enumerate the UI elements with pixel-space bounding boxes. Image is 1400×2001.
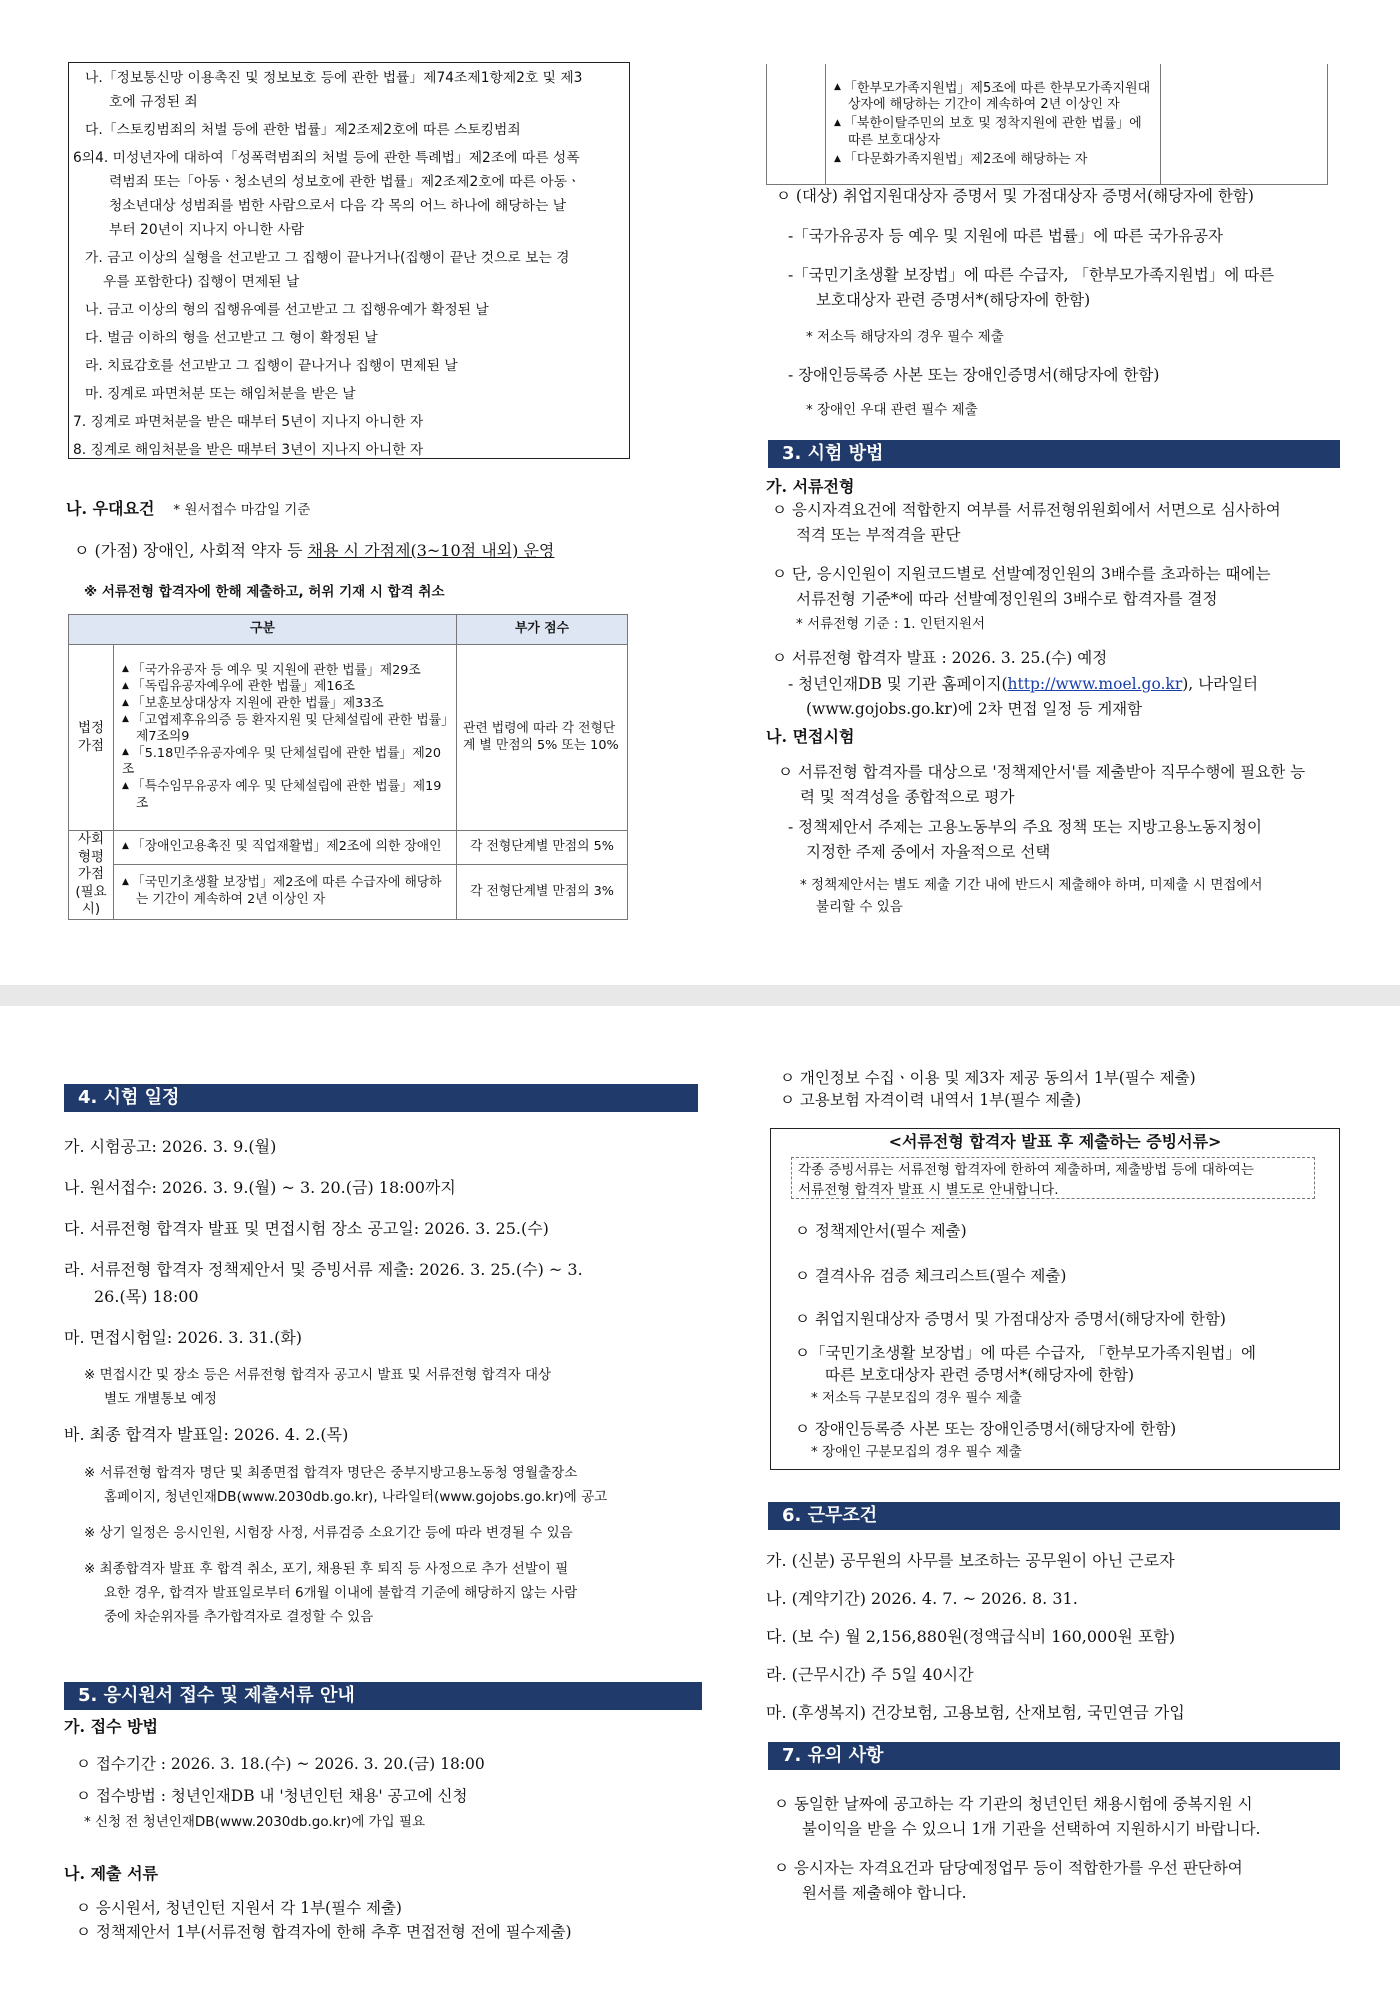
schedule-announce: 가. 시험공고: 2026. 3. 9.(월) xyxy=(64,1137,277,1156)
evidence-note-4: * 저소득 구분모집의 경우 필수 제출 xyxy=(811,1390,1022,1406)
box-line: 부터 20년이 지나지 아니한 사람 xyxy=(109,222,305,238)
section-4-body xyxy=(64,1136,664,1646)
target-detail-2: -「국민기초생활 보장법」에 따른 수급자, 「한부모가족지원법」에 따른 xyxy=(788,266,1275,284)
sec3-a1: ㅇ 응시자격요건에 적합한지 여부를 서류전형위원회에서 서면으로 심사하여 xyxy=(772,501,1281,519)
box-line: 다.「스토킹범죄의 처벌 등에 관한 법률」제2조제2호에 따른 스토킹범죄 xyxy=(85,122,521,138)
sec3-a3-detail: - 청년인재DB 및 기관 홈페이지( xyxy=(788,675,1008,693)
box-line: 력범죄 또는「아동ㆍ청소년의 성보호에 관한 법률」제2조제2호에 따른 아동ㆍ xyxy=(109,174,581,190)
sec3-a-title: 가. 서류전형 xyxy=(766,477,855,496)
list-item: ▲ 「국가유공자 등 예우 및 지원에 관한 법률」제29조 xyxy=(122,662,421,678)
sec3-b-note: * 정책제안서는 별도 제출 기간 내에 반드시 제출해야 하며, 미제출 시 면접에서 xyxy=(800,877,1263,893)
box-line: 7. 징계로 파면처분을 받은 때부터 5년이 지나지 아니한 자 xyxy=(73,414,424,430)
section-7-title: 7. 유의 사항 xyxy=(768,1742,1340,1770)
schedule-application: 나. 원서접수: 2026. 3. 9.(월) ~ 3. 20.(금) 18:00까지 xyxy=(64,1178,456,1197)
list-item: ▲ 「보훈보상대상자 지원에 관한 법률」제33조 xyxy=(122,695,384,711)
section-3-title: 3. 시험 방법 xyxy=(768,440,1340,468)
target-detail-2b: 보호대상자 관련 증명서*(해당자에 한함) xyxy=(816,291,1091,309)
sec3-b-note-2: 불리할 수 있음 xyxy=(816,899,903,915)
doc-item-2: ㅇ 정책제안서 1부(서류전형 합격자에 한해 추후 면접전형 전에 필수제출) xyxy=(76,1923,572,1941)
sec3-a2-note: * 서류전형 기준 : 1. 인턴지원서 xyxy=(796,616,986,632)
caution-1b: 불이익을 받을 수 있으니 1개 기관을 선택하여 지원하시기 바랍니다. xyxy=(802,1820,1261,1838)
evidence-item-1: ㅇ 정책제안서(필수 제출) xyxy=(795,1222,967,1240)
triangle-bullet-icon: ▲ xyxy=(122,877,129,888)
bonus-underlined: 채용 시 가점제(3~10점 내외) 운영 xyxy=(307,541,555,560)
section-5-title: 5. 응시원서 접수 및 제출서류 안내 xyxy=(64,1682,702,1710)
evidence-item-5: ㅇ 장애인등록증 사본 또는 장애인증명서(해당자에 한함) xyxy=(795,1420,1177,1438)
preference-section xyxy=(66,498,636,558)
triangle-bullet-icon: ▲ xyxy=(122,680,129,691)
final-note-3c: 중에 차순위자를 추가합격자로 결정할 수 있음 xyxy=(104,1609,374,1625)
social-label: 사회 형평 가점 (필요시) xyxy=(69,831,114,920)
target-detail-3: - 장애인등록증 사본 또는 장애인증명서(해당자에 한함) xyxy=(788,366,1160,384)
final-note-2: ※ 상기 일정은 응시인원, 시험장 사정, 서류검증 소요기간 등에 따라 변경될 수 있음 xyxy=(84,1525,573,1541)
table-header-category: 구분 xyxy=(69,615,457,645)
interview-note: ※ 면접시간 및 장소 등은 서류전형 합격자 공고시 발표 및 서류전형 합격자 대상 xyxy=(84,1367,552,1383)
section-6-body xyxy=(766,1550,1336,1730)
final-note-1b: 홈페이지, 청년인재DB(www.2030db.go.kr), 나라일터(www.gojobs.go.kr)에 공고 xyxy=(104,1489,608,1505)
sec3-b2b: 지정한 주제 중에서 자율적으로 선택 xyxy=(806,843,1051,861)
sec3-a3-detail-2: (www.gojobs.go.kr)에 2차 면접 일정 등 게재함 xyxy=(806,700,1143,718)
box-line: 8. 징계로 해임처분을 받은 때부터 3년이 지나지 아니한 자 xyxy=(73,442,424,458)
box-line: 청소년대상 성범죄를 범한 사람으로서 다음 각 목의 어느 하나에 해당하는 날 xyxy=(109,198,567,214)
evidence-notice xyxy=(791,1157,1315,1199)
work-contract: 나. (계약기간) 2026. 4. 7. ~ 2026. 8. 31. xyxy=(766,1589,1078,1608)
box-line: 6의4. 미성년자에 대하여「성폭력범죄의 처벌 등에 관한 특례법」제2조에 따른 성폭 xyxy=(73,150,580,166)
work-hours: 라. (근무시간) 주 5일 40시간 xyxy=(766,1665,974,1684)
list-item: ▲ 「고엽제후유의증 등 환자지원 및 단체설립에 관한 법률」제7조의9 xyxy=(122,712,448,745)
page-1 xyxy=(0,0,1400,985)
triangle-bullet-icon: ▲ xyxy=(122,747,129,758)
bonus-line: ㅇ (가점) 장애인, 사회적 약자 등 xyxy=(74,541,308,560)
target-detail-1: -「국가유공자 등 예우 및 지원에 따른 법률」에 따른 국가유공자 xyxy=(788,227,1224,245)
right-top-docs xyxy=(780,1068,1340,1118)
continued-table xyxy=(766,64,1328,185)
interview-note-2: 별도 개별통보 예정 xyxy=(104,1391,217,1407)
schedule-submission-2: 26.(목) 18:00 xyxy=(94,1287,199,1306)
triangle-bullet-icon: ▲ xyxy=(834,82,841,93)
preference-heading: 나. 우대요건 xyxy=(66,499,155,518)
social-score-1: 각 전형단계별 만점의 5% xyxy=(457,831,628,865)
box-line: 다. 벌금 이하의 형을 선고받고 그 형이 확정된 날 xyxy=(85,330,378,346)
schedule-doc-result: 다. 서류전형 합격자 발표 및 면접시험 장소 공고일: 2026. 3. 25.(수) xyxy=(64,1219,549,1238)
target-note-2: * 저소득 해당자의 경우 필수 제출 xyxy=(806,329,1004,345)
box-line: 나.「정보통신망 이용촉진 및 정보보호 등에 관한 법률」제74조제1항제2호 및 제3 xyxy=(85,70,583,86)
sec3-b2: - 정책제안서 주제는 고용노동부의 주요 정책 또는 지방고용노동지청이 xyxy=(788,818,1262,836)
section-6-title: 6. 근무조건 xyxy=(768,1502,1340,1530)
list-item: ▲ 「다문화가족지원법」제2조에 해당하는 자 xyxy=(834,152,1088,168)
work-status: 가. (신분) 공무원의 사무를 보조하는 공무원이 아닌 근로자 xyxy=(766,1551,1175,1570)
sec3-a2: ㅇ 단, 응시인원이 지원코드별로 선발예정인원의 3배수를 초과하는 때에는 xyxy=(772,565,1271,583)
section-7-body xyxy=(774,1794,1340,1904)
sec3-b1: ㅇ 서류전형 합격자를 대상으로 '정책제안서'를 제출받아 직무수행에 필요한 능 xyxy=(778,763,1306,781)
schedule-final: 바. 최종 합격자 발표일: 2026. 4. 2.(목) xyxy=(64,1425,349,1444)
preference-note: * 원서접수 마감일 기준 xyxy=(173,502,311,518)
target-section xyxy=(776,186,1336,426)
doc-item-3: ㅇ 개인정보 수집ㆍ이용 및 제3자 제공 동의서 1부(필수 제출) xyxy=(780,1069,1196,1087)
moel-link[interactable]: http://www.moel.go.kr xyxy=(1007,675,1183,693)
box-line: 우를 포함한다) 집행이 면제된 날 xyxy=(103,274,300,290)
box-line: 나. 금고 이상의 형의 집행유예를 선고받고 그 집행유예가 확정된 날 xyxy=(85,302,489,318)
doc-item-1: ㅇ 응시원서, 청년인턴 지원서 각 1부(필수 제출) xyxy=(76,1899,402,1917)
triangle-bullet-icon: ▲ xyxy=(834,153,841,164)
triangle-bullet-icon: ▲ xyxy=(834,117,841,128)
triangle-bullet-icon: ▲ xyxy=(122,664,129,675)
legal-label: 법정 가점 xyxy=(69,645,114,831)
caution-1: ㅇ 동일한 날짜에 공고하는 각 기관의 청년인턴 채용시험에 중복지원 시 xyxy=(774,1795,1253,1813)
target-note-3: * 장애인 우대 관련 필수 제출 xyxy=(806,402,978,418)
box-line: 라. 치료감호를 선고받고 그 집행이 끝나거나 집행이 면제된 날 xyxy=(85,358,458,374)
evidence-item-4: ㅇ「국민기초생활 보장법」에 따른 수급자, 「한부모가족지원법」에 xyxy=(795,1344,1256,1362)
sec3-b1b: 력 및 적격성을 종합적으로 평가 xyxy=(800,788,1015,806)
disqualification-box xyxy=(68,62,630,459)
final-note-3: ※ 최종합격자 발표 후 합격 취소, 포기, 채용된 후 퇴직 등 사정으로 추가 선발이 필 xyxy=(84,1561,569,1577)
evidence-item-3: ㅇ 취업지원대상자 증명서 및 가점대상자 증명서(해당자에 한함) xyxy=(795,1310,1226,1328)
final-note-1: ※ 서류전형 합격자 명단 및 최종면접 합격자 명단은 중부지방고용노동청 영월출장소 xyxy=(84,1465,578,1481)
page-2 xyxy=(0,1006,1400,2001)
social-item-1: ▲ 「장애인고용촉진 및 직업재활법」제2조에 의한 장애인 xyxy=(114,831,457,865)
caution-2b: 원서를 제출해야 합니다. xyxy=(802,1884,967,1902)
application-note: * 신청 전 청년인재DB(www.2030db.go.kr)에 가입 필요 xyxy=(84,1814,426,1830)
caution-2: ㅇ 응시자는 자격요건과 담당예정업무 등이 적합한가를 우선 판단하여 xyxy=(774,1859,1243,1877)
list-item: ▲ 「독립유공자예우에 관한 법률」제16조 xyxy=(122,679,355,695)
box-line: 마. 징계로 파면처분 또는 해임처분을 받은 날 xyxy=(85,386,356,402)
work-welfare: 마. (후생복지) 건강보험, 고용보험, 산재보험, 국민연금 가입 xyxy=(766,1703,1185,1722)
bonus-warning: ※ 서류전형 합격자에 한해 제출하고, 허위 기재 시 합격 취소 xyxy=(84,584,445,600)
evidence-box-title: <서류전형 합격자 발표 후 제출하는 증빙서류> xyxy=(888,1132,1222,1151)
sec3-a3: ㅇ 서류전형 합격자 발표 : 2026. 3. 25.(수) 예정 xyxy=(772,649,1108,667)
doc-item-4: ㅇ 고용보험 자격이력 내역서 1부(필수 제출) xyxy=(780,1091,1082,1109)
notice-line-2: 서류전형 합격자 발표 시 별도로 안내합니다. xyxy=(798,1182,1059,1199)
box-line: 가. 금고 이상의 실형을 선고받고 그 집행이 끝나거나(집행이 끝난 것으로 보는 경 xyxy=(85,250,570,266)
list-item: ▲ 「북한이탈주민의 보호 및 정착지원에 관한 법률」에 따른 보호대상자 xyxy=(834,116,1142,149)
schedule-submission: 라. 서류전형 합격자 정책제안서 및 증빙서류 제출: 2026. 3. 25.(수) ~ 3. xyxy=(64,1260,583,1279)
evidence-item-2: ㅇ 결격사유 검증 체크리스트(필수 제출) xyxy=(795,1267,1067,1285)
schedule-interview: 마. 면접시험일: 2026. 3. 31.(화) xyxy=(64,1328,303,1347)
section-5-body xyxy=(64,1716,684,1986)
sec3-a3-detail-post: ), 나라일터 xyxy=(1182,675,1259,693)
legal-items xyxy=(114,645,457,831)
sec3-b-title: 나. 면접시험 xyxy=(766,727,855,746)
continued-items xyxy=(826,64,1161,184)
evidence-item-4b: 따른 보호대상자 관련 증명서*(해당자에 한함) xyxy=(825,1366,1135,1384)
social-score-2: 각 전형단계별 만점의 3% xyxy=(457,865,628,919)
list-item: ▲ 「특수임무유공자 예우 및 단체설립에 관한 법률」제19조 xyxy=(122,779,442,811)
list-item: ▲ 「한부모가족지원법」제5조에 따른 한부모가족지원대상자에 해당하는 기간이 계속하여 2년 이상인 자 xyxy=(834,80,1151,113)
sec3-a1b: 적격 또는 부적격을 판단 xyxy=(796,526,961,544)
triangle-bullet-icon: ▲ xyxy=(122,780,129,791)
triangle-bullet-icon: ▲ xyxy=(122,697,129,708)
evidence-docs-box xyxy=(770,1128,1340,1470)
application-method: ㅇ 접수방법 : 청년인재DB 내 '청년인턴 채용' 공고에 신청 xyxy=(76,1787,468,1805)
box-line: 호에 규정된 죄 xyxy=(109,94,198,110)
application-period: ㅇ 접수기간 : 2026. 3. 18.(수) ~ 2026. 3. 20.(금) 18:00 xyxy=(76,1755,485,1773)
sec5-b-title: 나. 제출 서류 xyxy=(64,1864,158,1883)
work-salary: 다. (보 수) 월 2,156,880원(정액급식비 160,000원 포함) xyxy=(766,1627,1176,1646)
target-line: ㅇ (대상) 취업지원대상자 증명서 및 가점대상자 증명서(해당자에 한함) xyxy=(776,187,1254,205)
sec5-a-title: 가. 접수 방법 xyxy=(64,1717,158,1736)
evidence-note-5: * 장애인 구분모집의 경우 필수 제출 xyxy=(811,1444,1022,1460)
legal-score: 관련 법령에 따라 각 전형단계 별 만점의 5% 또는 10% xyxy=(457,645,628,831)
section-3-body xyxy=(766,476,1340,921)
list-item: ▲ 「5.18민주유공자예우 및 단체설립에 관한 법률」제20조 xyxy=(122,745,442,778)
triangle-bullet-icon: ▲ xyxy=(122,714,129,725)
notice-line-1: 각종 증빙서류는 서류전형 합격자에 한하여 제출하며, 제출방법 등에 대하여는 xyxy=(798,1162,1254,1178)
social-item-2: ▲ 「국민기초생활 보장법」제2조에 따른 수급자에 해당하는 기간이 계속하여 2년 이상인 자 xyxy=(114,865,457,919)
sec3-a2b: 서류전형 기준*에 따라 선발예정인원의 3배수로 합격자를 결정 xyxy=(796,590,1218,608)
triangle-bullet-icon: ▲ xyxy=(122,840,129,851)
table-header-score: 부가 점수 xyxy=(457,615,628,645)
section-4-title: 4. 시험 일정 xyxy=(64,1084,698,1112)
final-note-3b: 요한 경우, 합격자 발표일로부터 6개월 이내에 불합격 기준에 해당하지 않는 사람 xyxy=(104,1585,578,1601)
bonus-table xyxy=(68,614,628,920)
